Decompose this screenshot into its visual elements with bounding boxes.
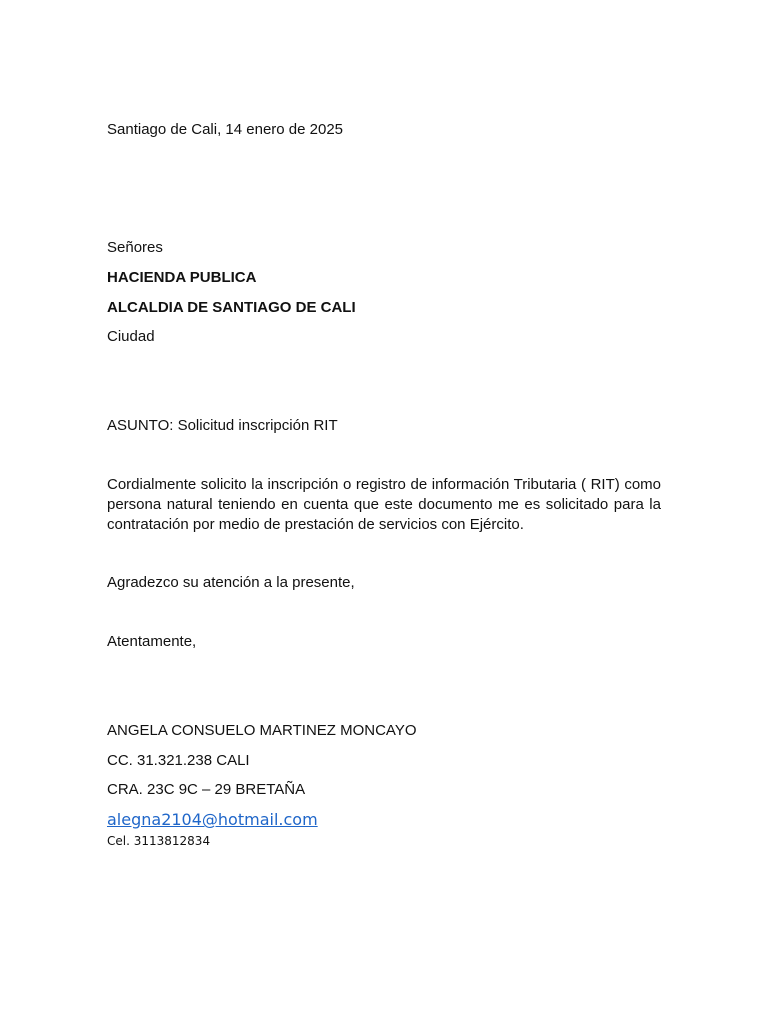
recipient-salutation: Señores (107, 239, 163, 256)
thanks-line: Agradezco su atención a la presente, (107, 574, 355, 591)
closing-line: Atentamente, (107, 633, 197, 650)
email-link[interactable]: alegna2104@hotmail.com (107, 810, 318, 829)
subject-line: ASUNTO: Solicitud inscripción RIT (107, 417, 338, 434)
recipient-org-line-2: ALCALDIA DE SANTIAGO DE CALI (107, 299, 356, 316)
signature-id: CC. 31.321.238 CALI (107, 752, 250, 769)
recipient-city: Ciudad (107, 328, 155, 345)
signature-address: CRA. 23C 9C – 29 BRETAÑA (107, 781, 306, 798)
signature-name: ANGELA CONSUELO MARTINEZ MONCAYO (107, 722, 417, 739)
recipient-org-line-1: HACIENDA PUBLICA (107, 269, 257, 286)
body-paragraph: Cordialmente solicito la inscripción o registro de información Tributaria ( RIT) como persona natural teniendo en cuenta que este documento me es solicitado para la contratación por medio de prestación de servicios con Ejército. (107, 476, 661, 533)
date-line: Santiago de Cali, 14 enero de 2025 (107, 121, 344, 138)
signature-phone: Cel. 3113812834 (107, 834, 211, 848)
